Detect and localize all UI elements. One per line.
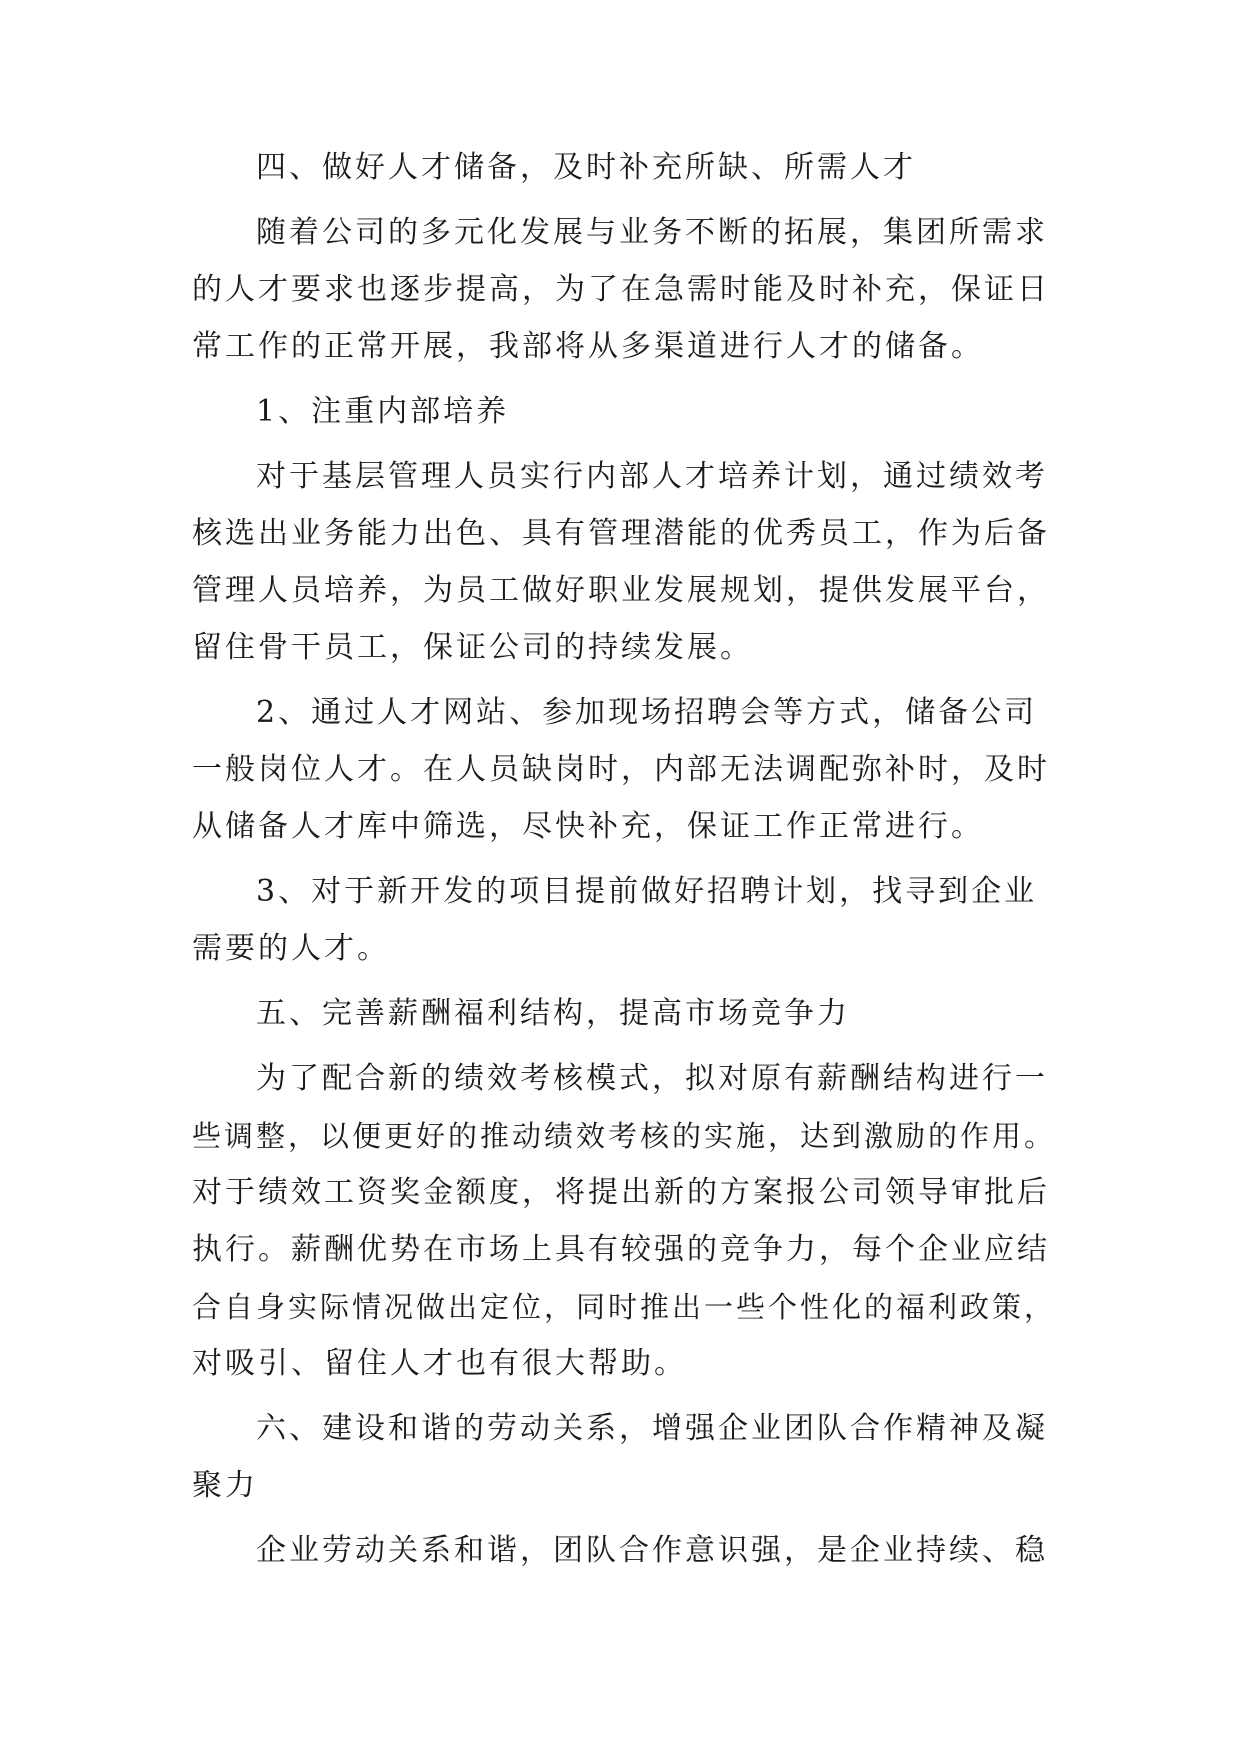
paragraph-item-2: 2、通过人才网站、参加现场招聘会等方式，储备公司 [256, 695, 1038, 730]
paragraph-item-3: 3、对于新开发的项目提前做好招聘计划，找寻到企业 [256, 874, 1038, 909]
paragraph-line: 的人才要求也逐步提高，为了在急需时能及时补充，保证日 [192, 272, 1050, 307]
paragraph-line: 执行。薪酬优势在市场上具有较强的竞争力，每个企业应结 [192, 1232, 1050, 1267]
paragraph-line: 核选出业务能力出色、具有管理潜能的优秀员工，作为后备 [192, 516, 1050, 551]
paragraph-line: 对于绩效工资奖金额度，将提出新的方案报公司领导审批后 [192, 1175, 1050, 1210]
paragraph-line: 从储备人才库中筛选，尽快补充，保证工作正常进行。 [192, 809, 984, 844]
heading-section-six: 六、建设和谐的劳动关系，增强企业团队合作精神及凝 [256, 1411, 1048, 1446]
paragraph-line: 常工作的正常开展，我部将从多渠道进行人才的储备。 [192, 329, 984, 364]
paragraph-line: 对于基层管理人员实行内部人才培养计划，通过绩效考 [256, 459, 1048, 494]
paragraph-line: 企业劳动关系和谐，团队合作意识强，是企业持续、稳 [256, 1533, 1048, 1568]
heading-section-six-cont: 聚力 [192, 1468, 258, 1503]
paragraph-line: 管理人员培养，为员工做好职业发展规划，提供发展平台， [192, 573, 1050, 608]
heading-item-1: 1、注重内部培养 [256, 394, 510, 429]
paragraph-line: 为了配合新的绩效考核模式，拟对原有薪酬结构进行一 [256, 1061, 1048, 1096]
paragraph-line: 需要的人才。 [192, 931, 390, 966]
paragraph-line: 合自身实际情况做出定位，同时推出一些个性化的福利政策， [192, 1290, 1057, 1324]
paragraph-line: 留住骨干员工，保证公司的持续发展。 [192, 630, 753, 665]
paragraph-line: 些调整，以便更好的推动绩效考核的实施，达到激励的作用。 [192, 1119, 1057, 1153]
paragraph-line: 一般岗位人才。在人员缺岗时，内部无法调配弥补时，及时 [192, 752, 1050, 787]
paragraph-line: 对吸引、留住人才也有很大帮助。 [192, 1346, 687, 1381]
paragraph-line: 随着公司的多元化发展与业务不断的拓展，集团所需求 [256, 215, 1048, 250]
heading-section-four: 四、做好人才储备，及时补充所缺、所需人才 [256, 150, 916, 185]
heading-section-five: 五、完善薪酬福利结构，提高市场竞争力 [256, 996, 850, 1031]
